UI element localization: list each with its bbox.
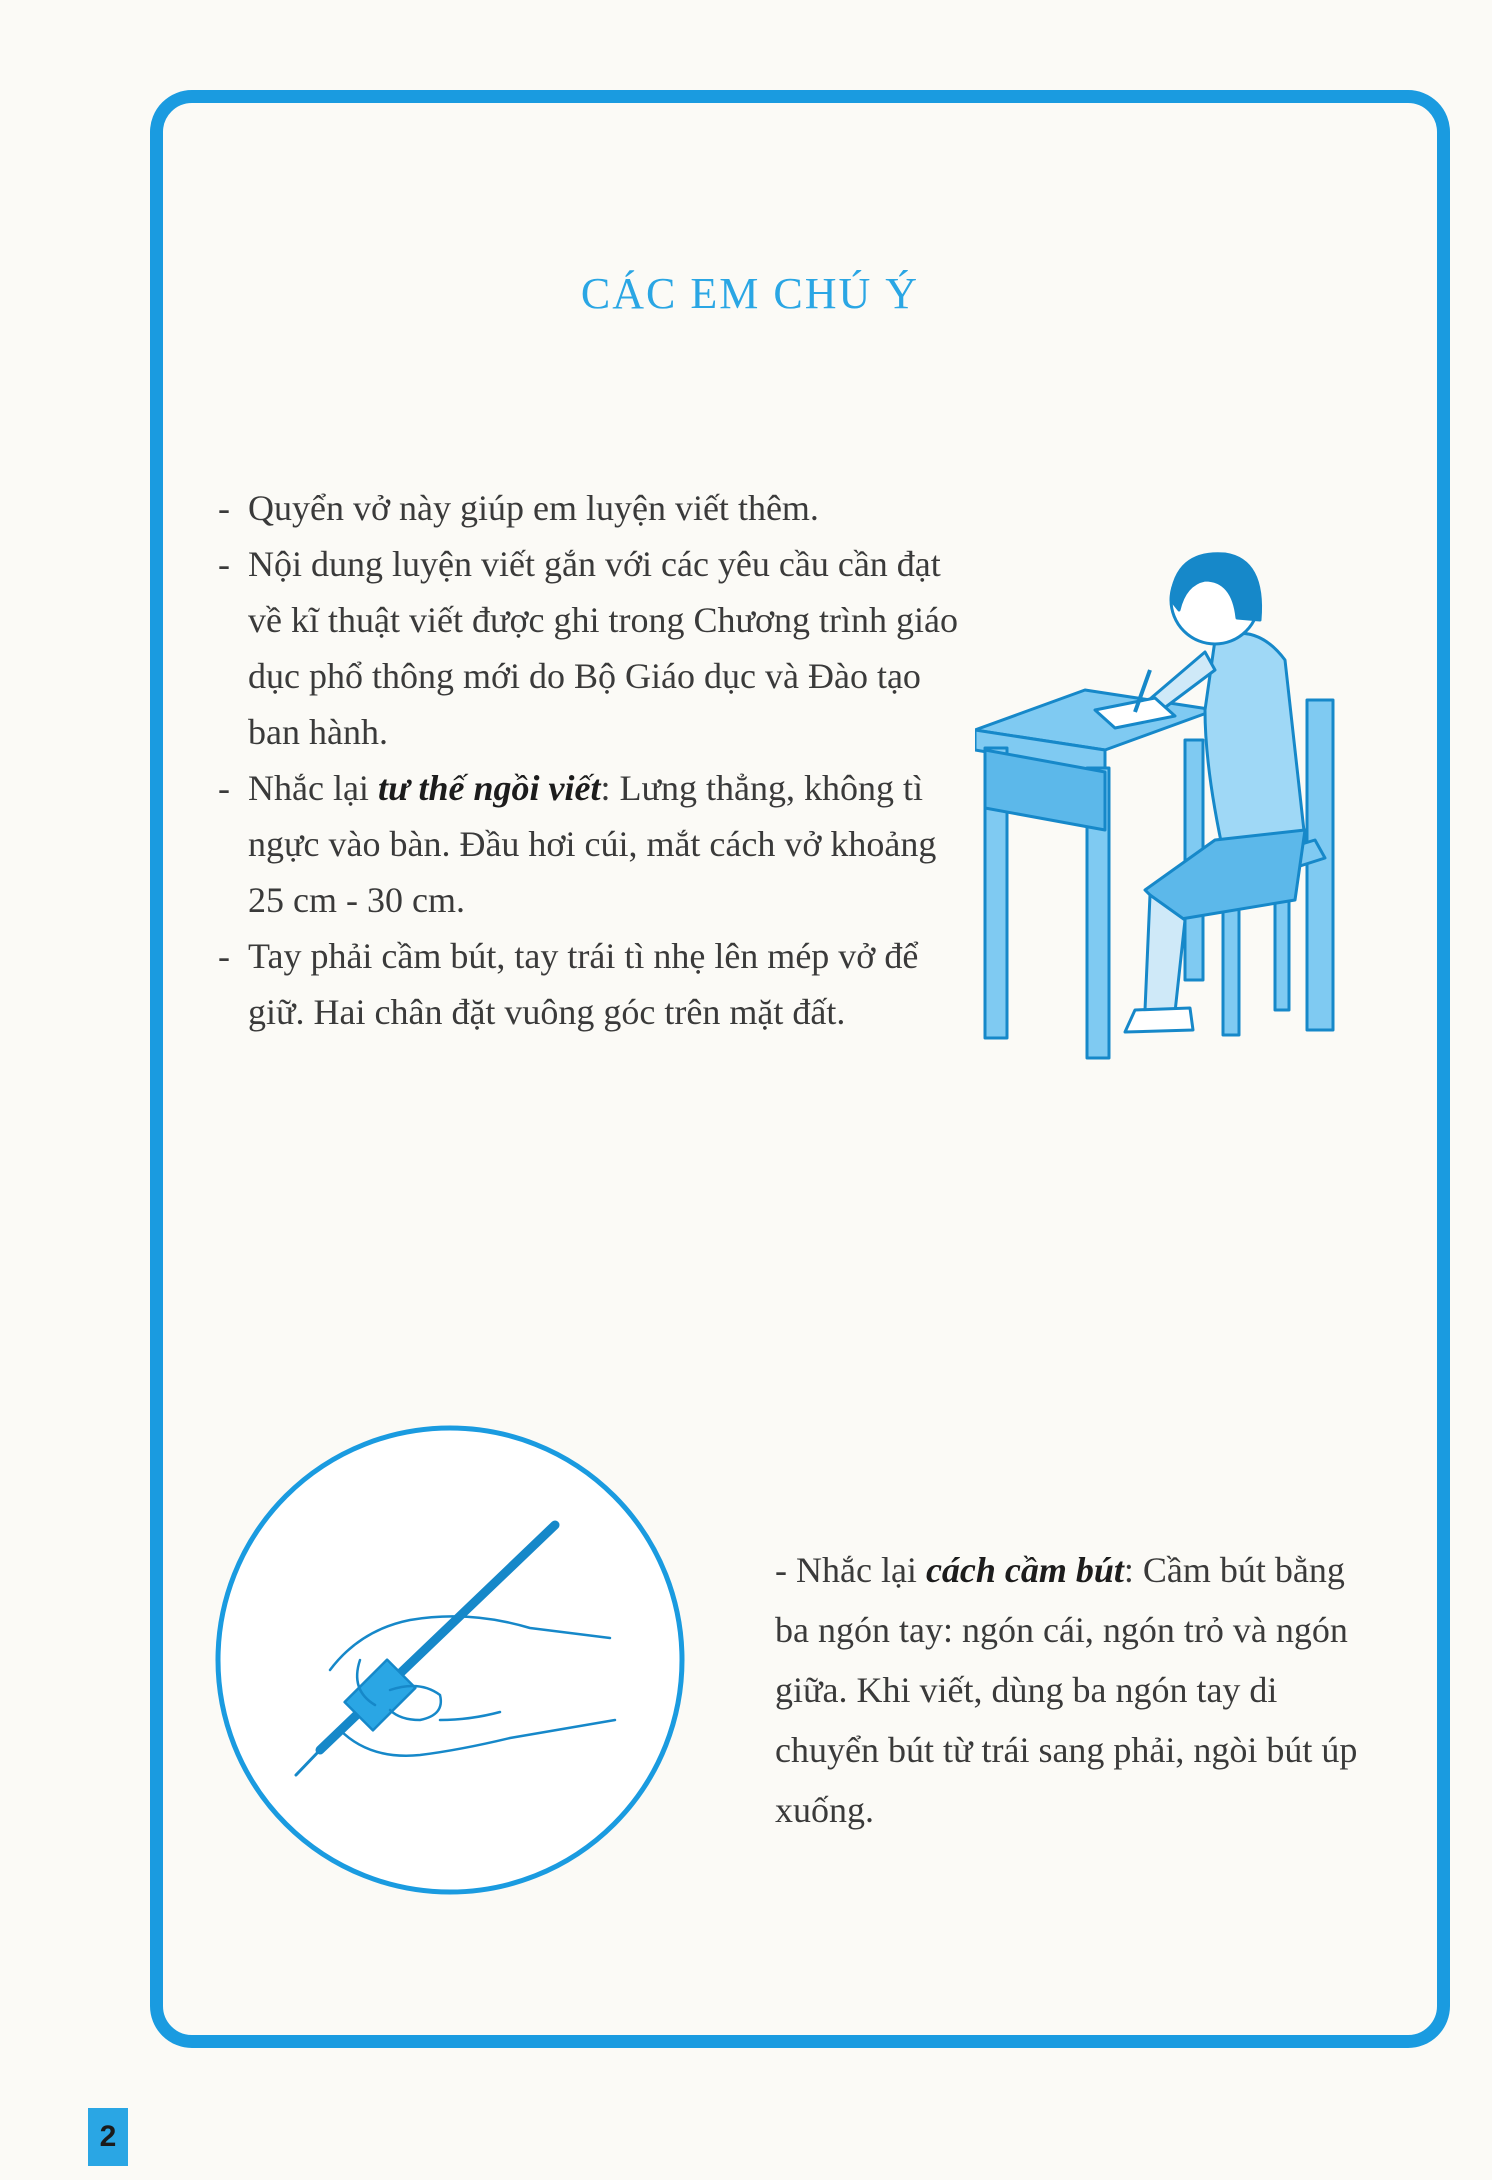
- page-title: CÁC EM CHÚ Ý: [580, 269, 920, 318]
- list-item: [218, 928, 978, 1040]
- list-dash: -: [775, 1550, 787, 1590]
- note-text: Tay phải cầm bút, tay trái tì nhẹ lên mép vở để giữ. Hai chân đặt vuông góc trên mặt đất.: [248, 936, 919, 1032]
- list-item: [218, 480, 978, 536]
- page-number: 2: [88, 2108, 128, 2166]
- note-suffix: : Cầm bút bằng ba ngón tay: ngón cái, ngón trỏ và ngón giữa. Khi viết, dùng ba ngón tay di chuyển bút từ trái sang phải, ngòi bút úp xuống.: [775, 1550, 1358, 1830]
- list-item: [218, 536, 978, 760]
- list-item: [218, 760, 978, 928]
- note-emphasis: tư thế ngồi viết: [377, 768, 601, 808]
- note-emphasis: cách cầm bút: [925, 1550, 1124, 1590]
- list-dash: -: [218, 544, 230, 584]
- list-dash: -: [218, 936, 230, 976]
- note-prefix: Nhắc lại: [248, 768, 378, 808]
- pen-holding-note: [775, 1540, 1375, 1840]
- list-dash: -: [218, 488, 230, 528]
- student-desk-illustration: [975, 540, 1395, 1060]
- note-text: Nội dung luyện viết gắn với các yêu cầu cần đạt về kĩ thuật viết được ghi trong Chương trình giáo dục phổ thông mới do Bộ Giáo dục và Đào tạo ban hành.: [248, 544, 958, 752]
- list-dash: -: [218, 768, 230, 808]
- note-prefix: Nhắc lại: [796, 1550, 926, 1590]
- note-suffix: : Lưng thẳng, không tì ngực vào bàn. Đầu hơi cúi, mắt cách vở khoảng 25 cm - 30 cm.: [248, 768, 937, 920]
- note-text: Quyển vở này giúp em luyện viết thêm.: [248, 488, 819, 528]
- notes-list: [218, 480, 978, 1040]
- hand-holding-pen-illustration: [210, 1420, 690, 1900]
